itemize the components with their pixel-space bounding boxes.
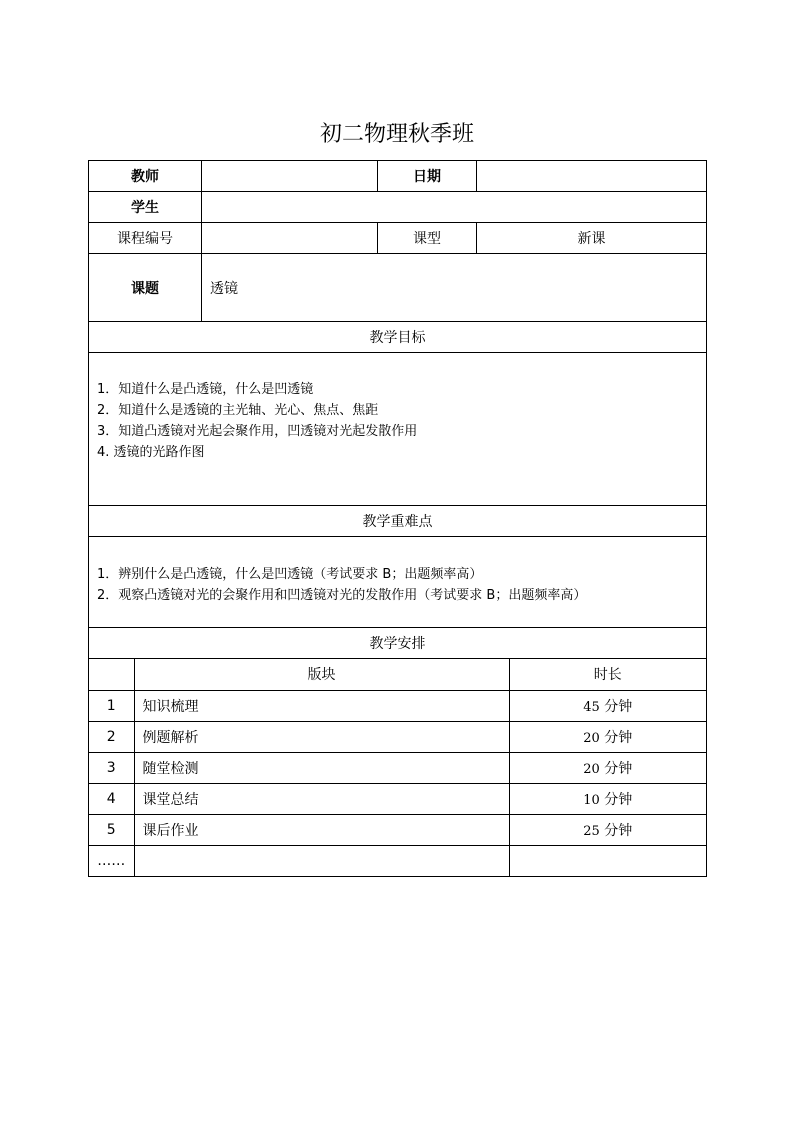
table-row <box>89 721 706 752</box>
row-index: 5 <box>89 814 134 845</box>
row-duration <box>509 721 706 752</box>
row-block: 随堂检测 <box>134 752 509 783</box>
topic-label: 课题 <box>89 254 202 322</box>
schedule-table <box>89 659 706 876</box>
row-index: …… <box>89 845 134 876</box>
lesson-plan-table <box>88 160 707 877</box>
objective-item: 3．知道凸透镜对光起会聚作用，凹透镜对光起发散作用 <box>97 424 418 439</box>
course-number-value <box>202 223 378 254</box>
objectives-heading: 教学目标 <box>89 322 707 353</box>
schedule-heading: 教学安排 <box>89 628 707 659</box>
schedule-header-row <box>89 659 706 690</box>
table-row <box>89 814 706 845</box>
student-label: 学生 <box>89 192 202 223</box>
duration-minutes: 25 <box>583 823 600 839</box>
row-index: 3 <box>89 752 134 783</box>
duration-minutes: 20 <box>583 761 600 777</box>
key-point-item: 2．观察凸透镜对光的会聚作用和凹透镜对光的发散作用（考试要求 B；出题频率高） <box>97 588 587 603</box>
row-block: 课堂总结 <box>134 783 509 814</box>
row-duration <box>509 845 706 876</box>
date-value <box>477 161 707 192</box>
row-index: 1 <box>89 690 134 721</box>
duration-minutes: 20 <box>583 730 600 746</box>
block-column-header: 版块 <box>134 659 509 690</box>
row-block <box>134 845 509 876</box>
topic-value: 透镜 <box>202 254 707 322</box>
row-duration <box>509 814 706 845</box>
student-value <box>202 192 707 223</box>
teacher-label: 教师 <box>89 161 202 192</box>
table-row <box>89 690 706 721</box>
page-title: 初二物理秋季班 <box>319 122 474 147</box>
key-points-heading: 教学重难点 <box>89 506 707 537</box>
row-index: 4 <box>89 783 134 814</box>
table-row <box>89 845 706 876</box>
date-label: 日期 <box>378 161 477 192</box>
key-point-item: 1．辨别什么是凸透镜，什么是凹透镜（考试要求 B；出题频率高） <box>97 567 483 582</box>
row-block: 课后作业 <box>134 814 509 845</box>
duration-unit: 分钟 <box>604 729 633 746</box>
table-row <box>89 752 706 783</box>
duration-minutes: 45 <box>583 699 600 715</box>
objectives-list-cell <box>89 353 707 506</box>
objective-item: 4. 透镜的光路作图 <box>97 445 205 460</box>
row-index: 2 <box>89 721 134 752</box>
objective-item: 1．知道什么是凸透镜，什么是凹透镜 <box>97 382 314 397</box>
objective-item: 2．知道什么是透镜的主光轴、光心、焦点、焦距 <box>97 403 379 418</box>
duration-unit: 分钟 <box>604 760 633 777</box>
table-row <box>89 783 706 814</box>
duration-column-header: 时长 <box>509 659 706 690</box>
objectives-list <box>97 379 698 463</box>
duration-unit: 分钟 <box>604 822 633 839</box>
lesson-type-value: 新课 <box>477 223 707 254</box>
row-block: 知识梳理 <box>134 690 509 721</box>
row-duration <box>509 690 706 721</box>
row-duration <box>509 752 706 783</box>
key-points-list-cell <box>89 537 707 628</box>
row-duration <box>509 783 706 814</box>
duration-unit: 分钟 <box>604 698 633 715</box>
course-number-label: 课程编号 <box>89 223 202 254</box>
schedule-cell <box>89 659 707 877</box>
teacher-value <box>202 161 378 192</box>
key-points-list <box>97 564 698 606</box>
duration-minutes: 10 <box>583 792 600 808</box>
lesson-type-label: 课型 <box>378 223 477 254</box>
duration-unit: 分钟 <box>604 791 633 808</box>
row-block: 例题解析 <box>134 721 509 752</box>
